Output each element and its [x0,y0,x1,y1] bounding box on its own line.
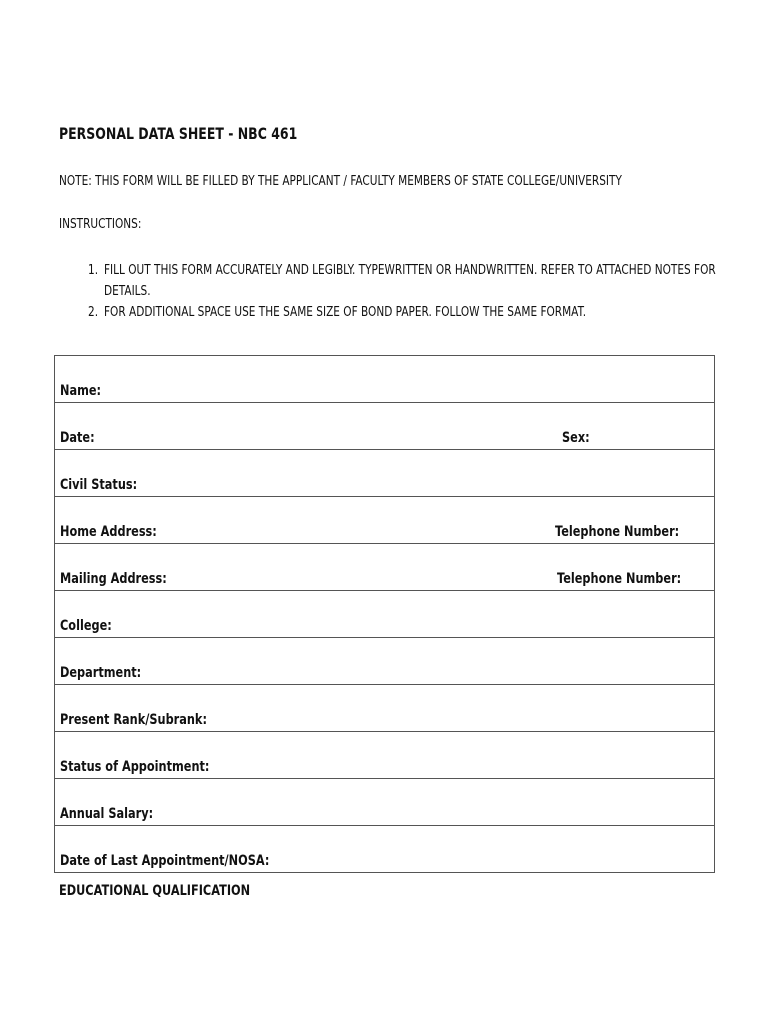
form-row-department[interactable] [55,638,714,685]
instructions-heading [59,215,165,233]
page-title [59,124,364,144]
form-row-status-appointment[interactable] [55,732,714,779]
section-heading-educational-qualification [59,882,304,900]
status-appointment-label: Status of Appointment: [60,759,210,775]
form-row-college[interactable] [55,591,714,638]
form-note-text: NOTE: THIS FORM WILL BE FILLED BY THE APPLICANT / FACULTY MEMBERS OF STATE COLLEGE/UNIVERSITY [59,173,622,189]
home-telephone-label: Telephone Number: [555,524,680,540]
college-label: College: [60,618,112,634]
department-label: Department: [60,665,142,681]
form-row-name[interactable] [55,356,714,403]
personal-data-form [54,355,715,873]
form-row-present-rank[interactable] [55,685,714,732]
form-row-home-address[interactable] [55,497,714,544]
form-row-annual-salary[interactable] [55,779,714,826]
present-rank-label: Present Rank/Subrank: [60,712,207,728]
form-row-civil-status[interactable] [55,450,714,497]
form-row-mailing-address[interactable] [55,544,714,591]
name-label: Name: [60,383,102,399]
home-address-label: Home Address: [60,524,157,540]
mailing-address-label: Mailing Address: [60,571,167,587]
instruction-number: 1. [88,262,99,278]
instruction-text: FOR ADDITIONAL SPACE USE THE SAME SIZE OF BOND PAPER. FOLLOW THE SAME FORMAT. [104,304,587,320]
annual-salary-label: Annual Salary: [60,806,154,822]
civil-status-label: Civil Status: [60,477,138,493]
form-row-last-appointment[interactable] [55,826,714,873]
instruction-text: DETAILS. [104,283,151,299]
form-note [59,172,770,190]
instruction-text: FILL OUT THIS FORM ACCURATELY AND LEGIBLY. TYPEWRITTEN OR HANDWRITTEN. REFER TO ATTACHED NOTES FOR [104,262,716,278]
date-label: Date: [60,430,95,446]
educational-qualification-text: EDUCATIONAL QUALIFICATION [59,883,251,899]
last-appointment-label: Date of Last Appointment/NOSA: [60,853,270,869]
mailing-telephone-label: Telephone Number: [557,571,682,587]
instructions-heading-text: INSTRUCTIONS: [59,216,142,232]
form-row-date-sex[interactable] [55,403,714,450]
sex-label: Sex: [562,430,590,446]
page-title-text: PERSONAL DATA SHEET - NBC 461 [59,124,298,143]
instruction-number: 2. [88,304,99,320]
